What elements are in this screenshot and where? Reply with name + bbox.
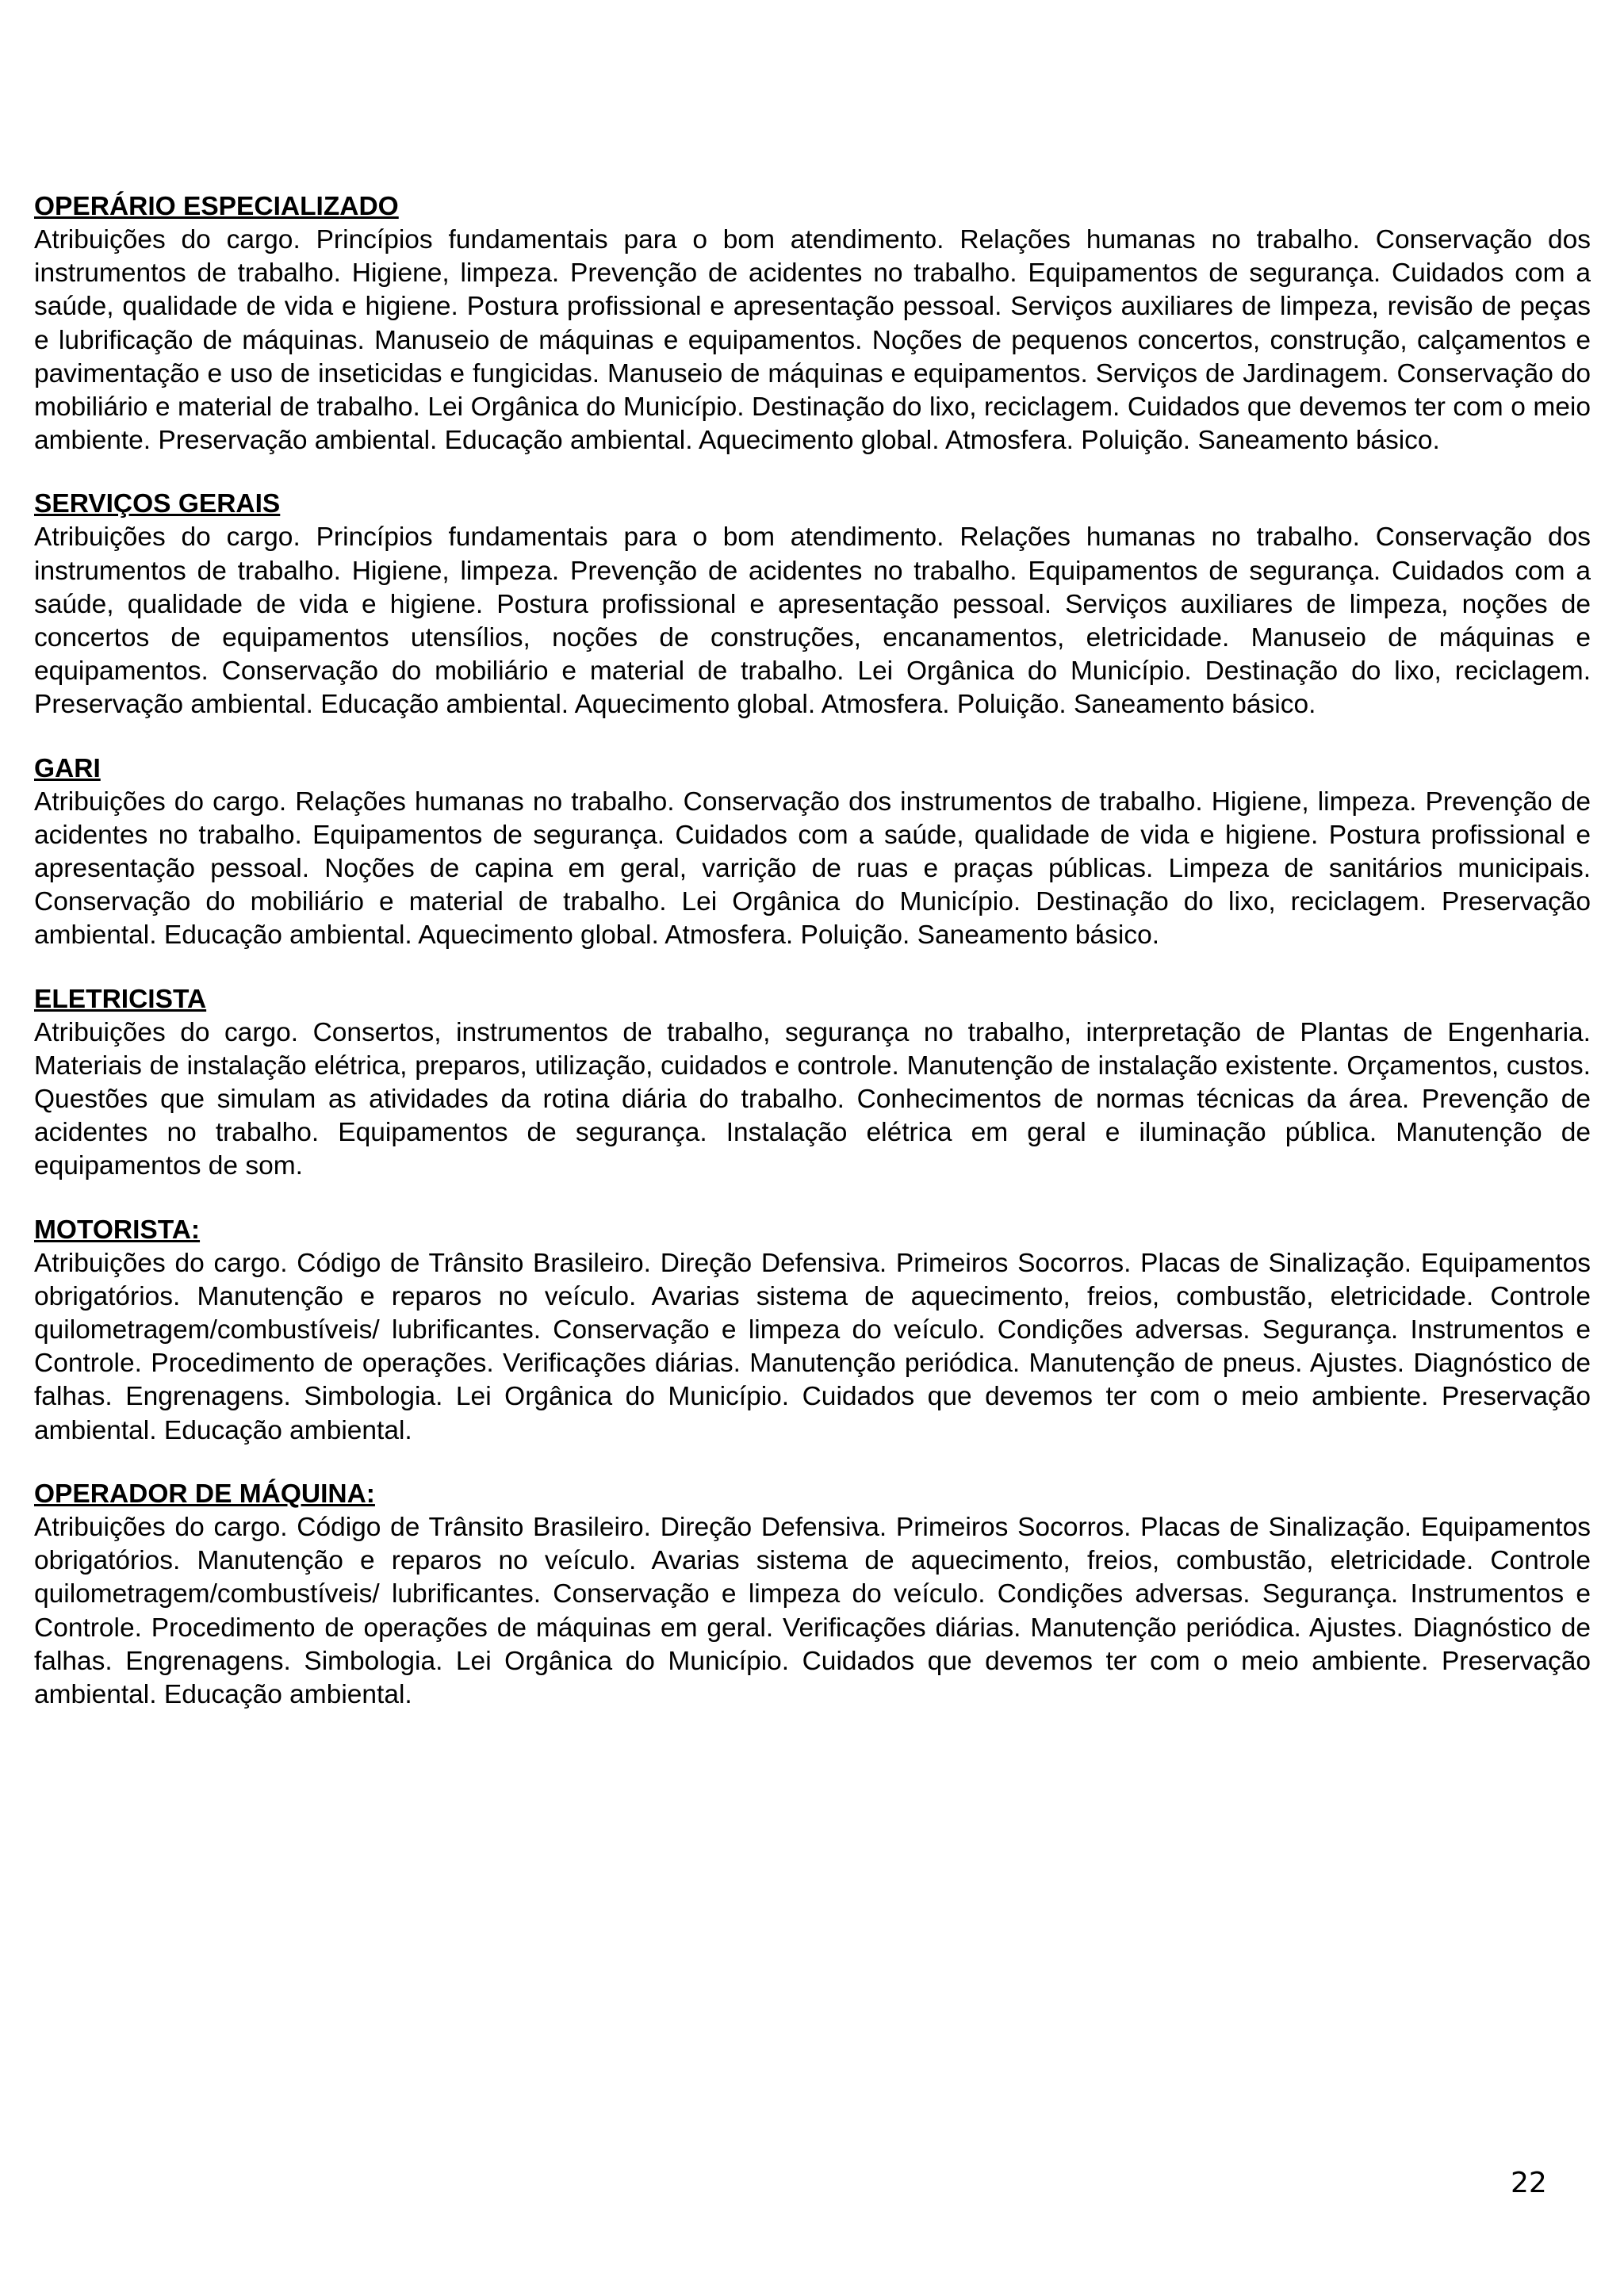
section-servicos-gerais — [34, 488, 1591, 721]
section-title: MOTORISTA: — [34, 1215, 201, 1245]
section-operario-especializado — [34, 190, 1591, 457]
document-page — [34, 190, 1591, 1742]
section-gari — [34, 752, 1591, 953]
section-body: Atribuições do cargo. Código de Trânsito Brasileiro. Direção Defensiva. Primeiros Socorros. Placas de Sinalização. Equipamentos obrigatórios. Manutenção e reparos no veículo. Avarias sistema de aquecimento, freios, combustão, eletricidade. Controle quilometragem/combustíveis/ lubrificantes. Conservação e limpeza do veículo. Condições adversas. Segurança. Instrumentos e Controle. Procedimento de operações. Verificações diárias. Manutenção periódica. Manutenção de pneus. Ajustes. Diagnóstico de falhas. Engrenagens. Simbologia. Lei Orgânica do Município. Cuidados que devemos ter com o meio ambiente. Preservação ambiental. Educação ambiental. — [34, 1248, 1591, 1445]
section-body: Atribuições do cargo. Princípios fundamentais para o bom atendimento. Relações humanas no trabalho. Conservação dos instrumentos de trabalho. Higiene, limpeza. Prevenção de acidentes no trabalho. Equipamentos de segurança. Cuidados com a saúde, qualidade de vida e higiene. Postura profissional e apresentação pessoal. Serviços auxiliares de limpeza, noções de concertos de equipamentos utensílios, noções de construções, encanamentos, eletricidade. Manuseio de máquinas e equipamentos. Conservação do mobiliário e material de trabalho. Lei Orgânica do Município. Destinação do lixo, reciclagem. Preservação ambiental. Educação ambiental. Aquecimento global. Atmosfera. Poluição. Saneamento básico. — [34, 522, 1591, 720]
section-motorista — [34, 1214, 1591, 1448]
section-body: Atribuições do cargo. Código de Trânsito Brasileiro. Direção Defensiva. Primeiros Socorros. Placas de Sinalização. Equipamentos obrigatórios. Manutenção e reparos no veículo. Avarias sistema de aquecimento, freios, combustão, eletricidade. Controle quilometragem/combustíveis/ lubrificantes. Conservação e limpeza do veículo. Condições adversas. Segurança. Instrumentos e Controle. Procedimento de operações de máquinas em geral. Verificações diárias. Manutenção periódica. Ajustes. Diagnóstico de falhas. Engrenagens. Simbologia. Lei Orgânica do Município. Cuidados que devemos ter com o meio ambiente. Preservação ambiental. Educação ambiental. — [34, 1512, 1591, 1709]
section-title: ELETRICISTA — [34, 984, 207, 1014]
page-number: 22 — [1511, 2167, 1547, 2199]
section-eletricista — [34, 983, 1591, 1184]
section-body: Atribuições do cargo. Consertos, instrumentos de trabalho, segurança no trabalho, interpretação de Plantas de Engenharia. Materiais de instalação elétrica, preparos, utilização, cuidados e controle. Manutenção de instalação existente. Orçamentos, custos. Questões que simulam as atividades da rotina diária do trabalho. Conhecimentos de normas técnicas da área. Prevenção de acidentes no trabalho. Equipamentos de segurança. Instalação elétrica em geral e iluminação pública. Manutenção de equipamentos de som. — [34, 1017, 1591, 1181]
section-body: Atribuições do cargo. Princípios fundamentais para o bom atendimento. Relações humanas no trabalho. Conservação dos instrumentos de trabalho. Higiene, limpeza. Prevenção de acidentes no trabalho. Equipamentos de segurança. Cuidados com a saúde, qualidade de vida e higiene. Postura profissional e apresentação pessoal. Serviços auxiliares de limpeza, revisão de peças e lubrificação de máquinas. Manuseio de máquinas e equipamentos. Noções de pequenos concertos, construção, calçamentos e pavimentação e uso de inseticidas e fungicidas. Manuseio de máquinas e equipamentos. Serviços de Jardinagem. Conservação do mobiliário e material de trabalho. Lei Orgânica do Município. Destinação do lixo, reciclagem. Cuidados que devemos ter com o meio ambiente. Preservação ambiental. Educação ambiental. Aquecimento global. Atmosfera. Poluição. Saneamento básico. — [34, 225, 1591, 456]
section-title: OPERÁRIO ESPECIALIZADO — [34, 192, 399, 221]
section-operador-de-maquina — [34, 1478, 1591, 1712]
section-title: OPERADOR DE MÁQUINA: — [34, 1479, 375, 1509]
section-title: SERVIÇOS GERAIS — [34, 489, 281, 519]
section-title: GARI — [34, 753, 101, 783]
section-body: Atribuições do cargo. Relações humanas no trabalho. Conservação dos instrumentos de trabalho. Higiene, limpeza. Prevenção de acidentes no trabalho. Equipamentos de segurança. Cuidados com a saúde, qualidade de vida e higiene. Postura profissional e apresentação pessoal. Noções de capina em geral, varrição de ruas e praças públicas. Limpeza de sanitários municipais. Conservação do mobiliário e material de trabalho. Lei Orgânica do Município. Destinação do lixo, reciclagem. Preservação ambiental. Educação ambiental. Aquecimento global. Atmosfera. Poluição. Saneamento básico. — [34, 786, 1591, 951]
